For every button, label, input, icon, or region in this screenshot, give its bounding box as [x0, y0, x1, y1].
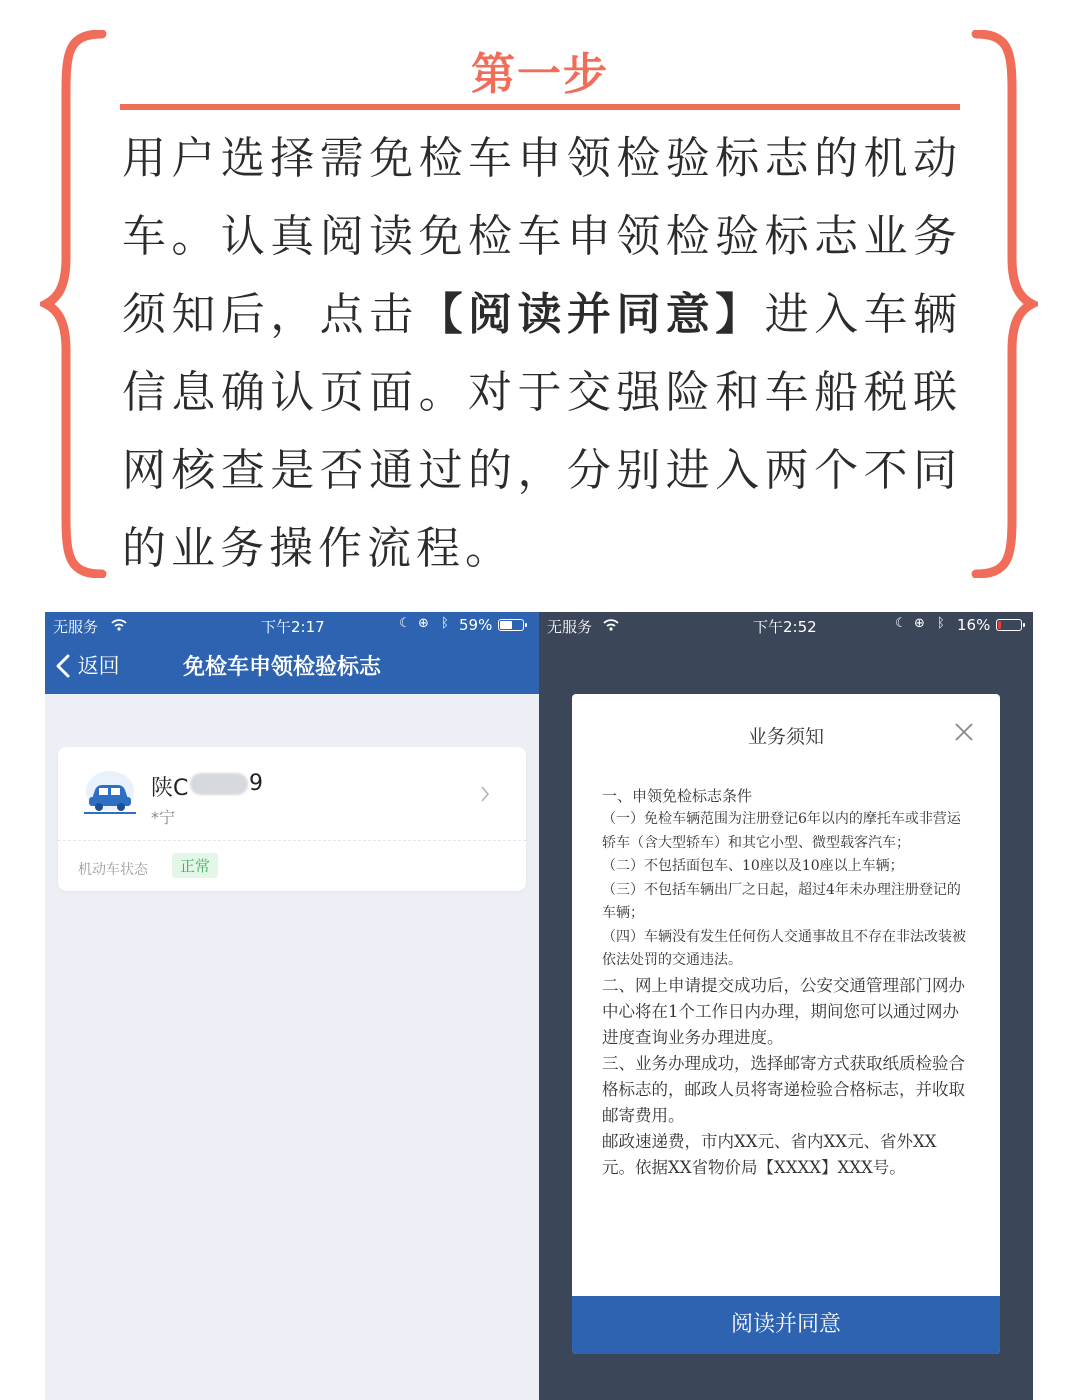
carrier-label: 无服务: [53, 618, 99, 636]
notice-heading: 一、申领免检标志条件: [602, 787, 753, 805]
plate-redaction: [190, 773, 248, 795]
bluetooth-icon: ᛒ: [937, 616, 945, 631]
close-icon[interactable]: [954, 722, 974, 742]
car-icon: [80, 769, 138, 819]
plate-suffix: 9: [249, 771, 263, 796]
carrier-label: 无服务: [547, 618, 593, 636]
status-badge: 正常: [172, 853, 218, 878]
right-phone-screen: [539, 612, 1033, 1400]
step-title: 第一步: [471, 49, 609, 100]
clock: 下午2:52: [753, 618, 817, 636]
chevron-right-icon: [480, 785, 490, 803]
instruction-bold-text: 【阅读并同意】: [418, 289, 765, 340]
notice-item: （四）车辆没有发生任何伤人交通事故且不存在非法改装被依法处罚的交通违法。: [602, 928, 966, 968]
battery-percent: 16%: [957, 616, 991, 634]
notice-item: 三、业务办理成功，选择邮寄方式获取纸质检验合格标志的，邮政人员将寄递检验合格标志，并收取邮寄费用。: [602, 1053, 965, 1125]
battery-percent: 59%: [459, 616, 493, 634]
notice-item: （三）不包括车辆出厂之日起，超过4年未办理注册登记的车辆；: [602, 881, 961, 921]
read-and-agree-button[interactable]: 阅读并同意: [572, 1296, 1000, 1354]
card-divider: [58, 840, 526, 841]
notice-item: 二、网上申请提交成功后，公安交通管理部门网办中心将在1个工作日内办理，期间您可以通过网办进度查询业务办理进度。: [602, 975, 965, 1047]
dialog-content: [602, 784, 968, 1181]
rotation-lock-icon: ⊕: [418, 616, 429, 631]
owner-name: *宁: [151, 808, 176, 827]
rotation-lock-icon: ⊕: [914, 616, 925, 631]
moon-icon: ☾: [399, 616, 411, 631]
notice-item: 邮政速递费，市内XX元、省内XX元、省外XX元。依据XX省物价局【XXXX】XXX号。: [602, 1131, 937, 1177]
instruction-paragraph: [122, 120, 962, 588]
dialog-title: 业务须知: [747, 726, 824, 748]
moon-icon: ☾: [895, 616, 907, 631]
battery-icon: [498, 619, 524, 631]
wifi-icon: [603, 619, 619, 631]
notice-item: （一）免检车辆范围为注册登记6年以内的摩托车或非营运轿车（含大型轿车）和其它小型、微型载客汽车；: [602, 811, 961, 851]
bluetooth-icon: ᛒ: [441, 616, 449, 631]
clock: 下午2:17: [261, 618, 325, 636]
battery-icon: [996, 619, 1022, 631]
notice-dialog: [572, 694, 1000, 1354]
back-label: 返回: [77, 654, 120, 678]
status-bar: [45, 612, 539, 638]
title-underline: [120, 104, 960, 110]
wifi-icon: [111, 619, 127, 631]
status-bar: [539, 612, 1033, 638]
page-title: 免检车申领检验标志: [182, 655, 381, 680]
plate-prefix: 陕C: [151, 776, 189, 801]
vehicle-status-label: 机动车状态: [78, 862, 148, 878]
vehicle-card[interactable]: [58, 747, 526, 891]
left-phone-screen: [45, 612, 539, 1400]
instruction-text-2: 进入车辆信息确认页面。对于交强险和车船税联网核查是否通过的，分别进入两个不同的业务操作流程。: [122, 289, 962, 574]
instruction-text-1: 用户选择需免检车申领检验标志的机动车。认真阅读免检车申领检验标志业务须知后，点击: [122, 133, 962, 340]
notice-item: （二）不包括面包车、10座以及10座以上车辆；: [602, 858, 904, 874]
left-brace-decoration: [40, 30, 110, 578]
nav-bar: [45, 612, 539, 694]
right-brace-decoration: [968, 30, 1038, 578]
